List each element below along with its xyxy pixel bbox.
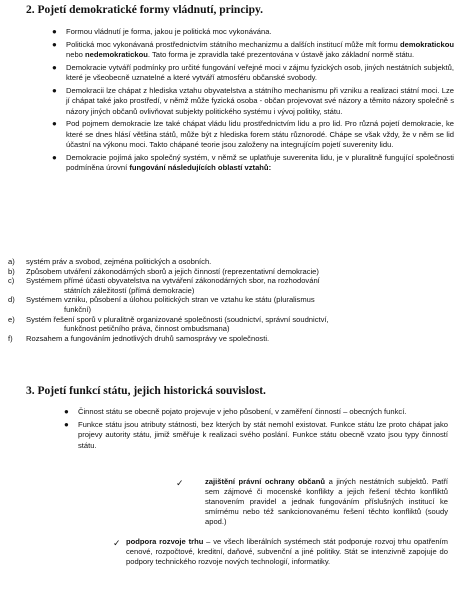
bullet-item (52, 152, 454, 174)
section-2-lettered-list (8, 257, 448, 343)
lettered-item (8, 295, 448, 314)
bullet-item (52, 39, 454, 61)
round-bullet-icon: ● (64, 419, 69, 429)
round-bullet-icon: ● (64, 407, 69, 416)
text-run: a jiných nestátních subjektů. Patří sem zájmové či mocenské konflikty a jejich řešení těchto konfliktů stanovením pravidel a jednak fungováním příslušných institucí ke smírnému nebo též sankcionovanému řešení těchto konfliktů (soudy apod.) (205, 477, 448, 526)
bullet-item (52, 27, 454, 38)
list-letter: a) (8, 257, 15, 266)
list-letter: d) (8, 295, 15, 305)
text-run: nebo (66, 50, 86, 59)
bold-text-run: zajištění právní ochrany občanů (205, 477, 326, 486)
text-run: Funkce státu jsou atributy státnosti, bez kterých by stát nemohl existovat. Funkce státu lze proto chápat jako projevy autority státu, jimiž směřuje k realizaci svého poslání. Funkce státu obecně vzato jsou typy činností státu. (78, 419, 448, 450)
text-run: Demokracii lze chápat z hlediska vztahu obyvatelstva a státního mechanismu při vzniku a realizaci státní moci. Lze jí chápat také jako prostředí, v němž může fyzická osoba - občan projevovat své názory a těmito názory společně s názory jiných občanů ovlivňovat subjekty politického systému i vývoj politiky, státu. (66, 85, 454, 116)
round-bullet-icon: ● (52, 119, 57, 128)
bold-text-run: fungování následujících oblastí vztahů: (129, 163, 272, 172)
lettered-item (8, 267, 448, 277)
lettered-item (8, 276, 448, 295)
text-run: Demokracie pojímá jako společný systém, v němž se uplatňuje suverenita lidu, je v pluralitně fungující společnosti podmíněna úrovní (66, 152, 454, 172)
bullet-item (52, 85, 454, 118)
checkmark-item (205, 477, 448, 527)
text-run: Formou vládnutí je forma, jakou je politická moc vykonávána. (66, 27, 272, 36)
list-item-continuation: státních záležitostí (přímá demokracie) (64, 285, 195, 295)
bullet-item (64, 407, 448, 418)
lettered-item (8, 315, 448, 334)
round-bullet-icon: ● (52, 27, 57, 36)
list-item-text: systém práv a svobod, zejména politických a osobních. (26, 257, 212, 266)
text-run: Politická moc vykonávaná prostřednictvím státního mechanizmu a dalších institucí může mít formu (66, 39, 400, 49)
section-2-heading: 2. Pojetí demokratické formy vládnutí, principy. (26, 4, 264, 16)
text-run: Pod pojmem demokracie lze také chápat vládu lidu prostřednictvím lidu a pro lid. Pro různá pojetí demokracie, ke které se dnes hlásí většina států, může být z hlediska forem státu různorodé. Chápe se však vždy, že v něm se lid účastní na výkonu moci. Takto chápané teorie jsou založeny na integrujícím pojetí suverenity lidu. (66, 119, 454, 149)
list-letter: b) (8, 266, 15, 276)
text-run: . Tato forma je zpravidla také prezentována v ústavě jako základní normě státu. (147, 50, 415, 59)
text-run: Demokracie vytváří podmínky pro určité fungování veřejné moci v zájmu fyzických osob, jiných nestátních subjektů, které je všeobecně uznatelné a které vytváří atmosféru občanské svobody. (66, 62, 454, 82)
list-item-continuation: funkčnost petičního práva, činnost ombudsmana) (64, 324, 230, 334)
section-3-bullet-list (64, 407, 448, 453)
round-bullet-icon: ● (52, 39, 57, 49)
list-letter: e) (8, 314, 15, 324)
bold-text-run: demokratickou (399, 39, 454, 49)
bold-text-run: nedemokratickou (85, 50, 148, 59)
section-2-bullet-list (52, 27, 454, 176)
round-bullet-icon: ● (52, 62, 57, 72)
lettered-item (8, 334, 448, 344)
bullet-item (52, 62, 454, 84)
checkmark-item (126, 537, 448, 567)
text-run: Činnost státu se obecně pojato projevuje v jeho působení, v zaměření činností – obecných funkcí. (78, 407, 407, 416)
list-item-text: Systémem přímé účasti obyvatelstva na vytváření zákonodárných sbor, na rozhodování (26, 276, 320, 286)
bold-text-run: podpora rozvoje trhu (126, 537, 204, 546)
round-bullet-icon: ● (52, 85, 57, 95)
section-3-heading: 3. Pojetí funkcí státu, jejich historická souvislost. (26, 385, 266, 397)
checkmark-icon: ✓ (113, 538, 121, 548)
bullet-item (64, 419, 448, 452)
round-bullet-icon: ● (52, 152, 57, 162)
list-item-text: Způsobem utváření zákonodárných sborů a jejich činností (reprezentativní demokracie) (26, 266, 319, 276)
bullet-item (52, 119, 454, 151)
list-item-continuation: funkční) (64, 304, 92, 314)
list-item-text: Systémem vzniku, působení a úlohou politických stran ve vztahu ke státu (pluralismus (26, 295, 315, 305)
list-letter: f) (8, 333, 13, 343)
list-item-text: Rozsahem a fungováním jednotlivých druhů samosprávy ve společnosti. (26, 333, 270, 343)
text-run: – ve všech liberálních systémech stát podporuje rozvoj trhu opatřením cenové, rozpočtové, kreditní, daňové, subvenční a jiné politiky. Stát se intenzivně zapojuje do podpory technického rozvoje nových technologií, informatiky. (126, 537, 448, 566)
lettered-item (8, 257, 448, 267)
list-letter: c) (8, 276, 15, 286)
list-item-text: Systém řešení sporů v pluralitně organizované společnosti (soudnictví, správní soudnictví, (26, 314, 329, 324)
checkmark-icon: ✓ (176, 478, 184, 488)
